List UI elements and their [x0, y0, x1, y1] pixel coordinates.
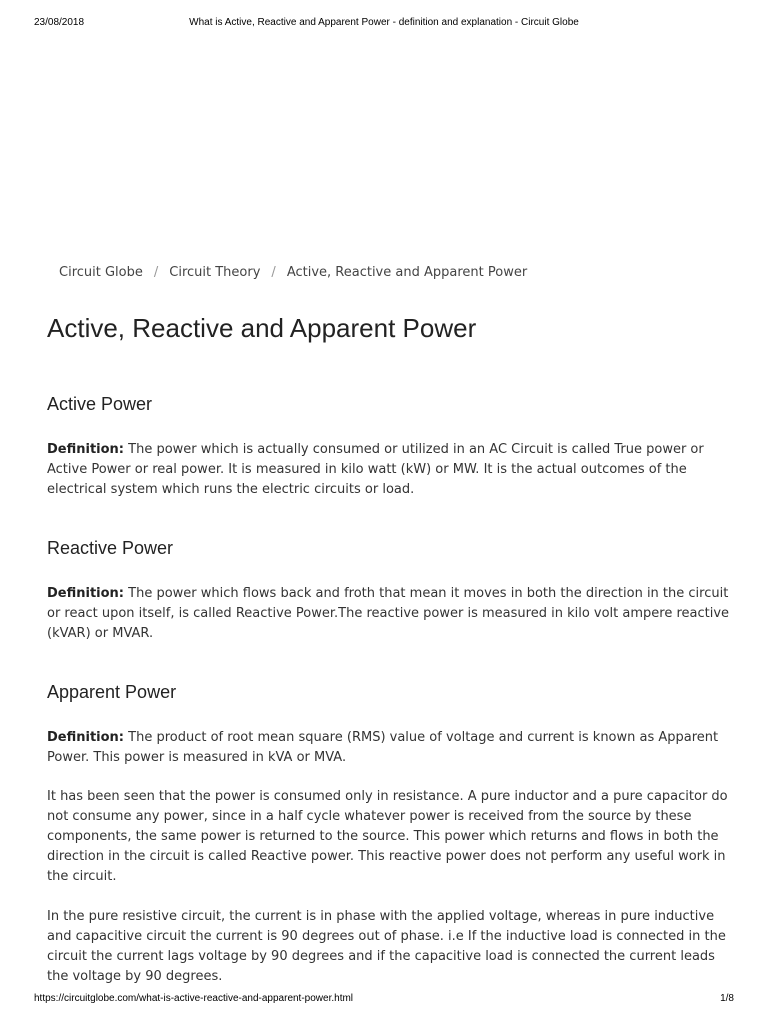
definition-label: Definition:: [47, 730, 125, 745]
breadcrumb-link-home[interactable]: Circuit Globe: [59, 265, 143, 280]
print-page-title: What is Active, Reactive and Apparent Power - definition and explanation - Circuit Globe: [189, 17, 579, 28]
breadcrumb-separator: /: [153, 265, 159, 280]
section-heading-reactive-power: Reactive Power: [47, 538, 174, 558]
apparent-power-definition: [47, 728, 737, 768]
definition-text: The product of root mean square (RMS) value of voltage and current is known as Apparent Power. This power is measured in kVA or MVA.: [47, 730, 719, 765]
section-heading-apparent-power: Apparent Power: [47, 682, 177, 702]
definition-text: The power which is actually consumed or utilized in an AC Circuit is called True power or Active Power or real power. It is measured in kilo watt (kW) or MW. It is the actual outcomes of the electrical system which runs the electric circuits or load.: [47, 442, 704, 497]
print-page-number: 1/8: [720, 993, 734, 1004]
body-paragraph: It has been seen that the power is consumed only in resistance. A pure inductor and a pure capacitor do not consume any power, since in a half cycle whatever power is received from the source by these components, the same power is returned to the source. This power which returns and flows in both the direction in the circuit is called Reactive power. This reactive power does not perform any useful work in the circuit.: [47, 789, 728, 884]
breadcrumb-separator: /: [271, 265, 276, 280]
definition-label: Definition:: [47, 442, 125, 457]
active-power-definition: [47, 440, 737, 500]
body-paragraph: In the pure resistive circuit, the current is in phase with the applied voltage, whereas in pure inductive and capacitive circuit the current is 90 degrees out of phase. i.e If the inductive load is connected in the circuit the current lags voltage by 90 degrees and if the capacitive load is connected the current leads the voltage by 90 degrees.: [47, 909, 726, 984]
breadcrumb-current: Active, Reactive and Apparent Power: [286, 265, 528, 280]
definition-label: Definition:: [47, 586, 125, 601]
print-footer: [0, 993, 768, 1007]
breadcrumb: [59, 265, 527, 280]
print-url: https://circuitglobe.com/what-is-active-reactive-and-apparent-power.html: [34, 993, 354, 1004]
definition-text: The power which flows back and froth that mean it moves in both the direction in the circuit or react upon itself, is called Reactive Power.The reactive power is measured in kilo volt ampere reactive (kVAR) or MVAR.: [47, 586, 730, 641]
section-heading-active-power: Active Power: [47, 394, 153, 414]
page-title: Active, Reactive and Apparent Power: [47, 313, 477, 343]
reactive-power-definition: [47, 584, 737, 644]
print-header: [0, 17, 768, 31]
breadcrumb-link-category[interactable]: Circuit Theory: [169, 265, 261, 280]
print-date: 23/08/2018: [34, 17, 85, 28]
